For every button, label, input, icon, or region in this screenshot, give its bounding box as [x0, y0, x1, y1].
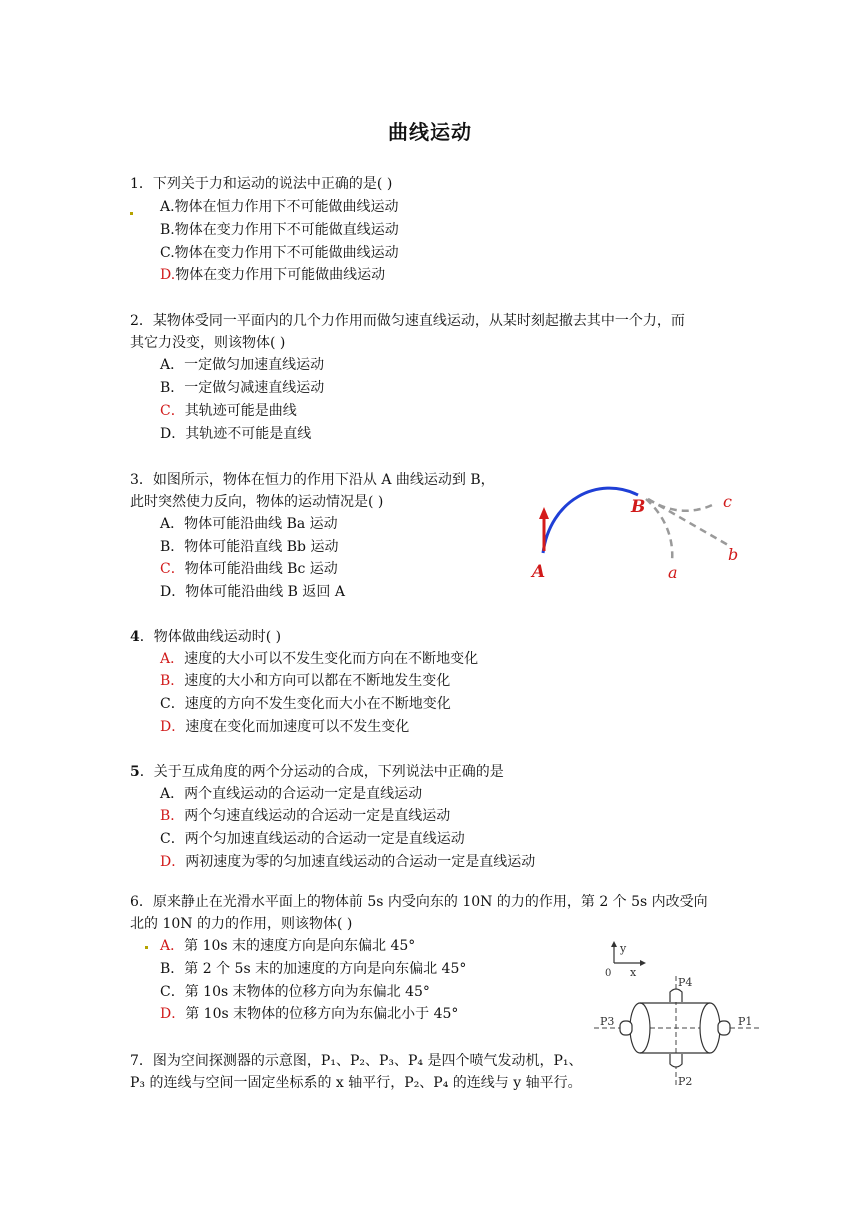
option-text: 物体可能沿曲线 B 返回 A — [185, 584, 345, 600]
option-text: 其轨迹不可能是直线 — [185, 426, 312, 442]
x-arrowhead — [640, 960, 646, 966]
q1-option-c — [160, 243, 399, 263]
option-text: 物体在变力作用下可能做曲线运动 — [175, 267, 386, 283]
q4-stem — [130, 627, 281, 647]
option-label: A． — [160, 938, 185, 954]
page-title: 曲线运动 — [388, 120, 472, 144]
option-label: A． — [160, 516, 185, 532]
option-label: A. — [160, 199, 175, 215]
q4-option-b — [160, 671, 450, 691]
option-text: 速度在变化而加速度可以不发生变化 — [185, 719, 410, 735]
probe-right-end — [700, 1003, 720, 1053]
origin-label: 0 — [605, 968, 612, 979]
option-label: C. — [160, 245, 175, 261]
option-text: 一定做匀加速直线运动 — [184, 357, 325, 373]
q5-stem — [130, 762, 504, 782]
option-label: D． — [160, 1006, 186, 1022]
option-text: 物体在变力作用下不可能做直线运动 — [174, 222, 399, 238]
option-text: 物体可能沿直线 Bb 运动 — [184, 539, 339, 555]
thruster-p4 — [670, 989, 682, 1002]
option-text: 物体在变力作用下不可能做曲线运动 — [174, 245, 399, 261]
option-text: 速度的大小可以不发生变化而方向在不断地变化 — [184, 651, 479, 667]
q1-option-d — [160, 265, 385, 285]
probe-left-end — [630, 1003, 650, 1053]
question-text: ．物体做曲线运动时( ) — [139, 629, 282, 645]
option-text: 物体在恒力作用下不可能做曲线运动 — [174, 199, 399, 215]
q4-option-c — [160, 694, 451, 714]
option-text: 速度的大小和方向可以都在不断地发生变化 — [184, 673, 451, 689]
q5-option-a — [160, 784, 422, 804]
q1-option-a — [160, 197, 399, 217]
option-text: 两个匀加速直线运动的合运动一定是直线运动 — [184, 831, 465, 847]
q1-stem: 1．下列关于力和运动的说法中正确的是( ) — [130, 176, 393, 192]
trajectory-curve — [543, 488, 638, 553]
q6-stem-line2: 北的 10N 的力的作用，则该物体( ) — [130, 916, 353, 932]
q2-option-c — [160, 401, 297, 421]
option-label: B． — [160, 673, 185, 689]
option-label: A． — [160, 786, 185, 802]
q5-option-b — [160, 806, 450, 826]
option-text: 两个匀速直线运动的合运动一定是直线运动 — [184, 808, 451, 824]
q7-probe-figure — [590, 940, 765, 1090]
thruster-p1 — [718, 1021, 730, 1035]
q3-option-d — [160, 582, 345, 602]
arrowhead — [539, 507, 549, 519]
option-label: A． — [160, 651, 185, 667]
option-label: C． — [160, 831, 185, 847]
path-bc — [648, 499, 716, 511]
question-text: ．关于互成角度的两个分运动的合成，下列说法中正确的是 — [139, 764, 504, 780]
marker-dot — [130, 212, 133, 215]
y-label: y — [620, 942, 627, 955]
thruster-p3 — [620, 1021, 632, 1035]
option-label: C． — [160, 984, 185, 1000]
option-text: 两初速度为零的匀加速直线运动的合运动一定是直线运动 — [185, 854, 536, 870]
option-label: A． — [160, 357, 185, 373]
option-label: B． — [160, 808, 185, 824]
q3-option-a — [160, 514, 338, 534]
label-p1: P1 — [738, 1015, 753, 1028]
option-label: B． — [160, 380, 185, 396]
option-text: 物体可能沿曲线 Ba 运动 — [184, 516, 338, 532]
option-label: B． — [160, 961, 185, 977]
label-a-curve: a — [668, 563, 678, 582]
x-label: x — [630, 966, 637, 979]
q6-option-c — [160, 982, 430, 1002]
q2-option-b — [160, 378, 324, 398]
q2-option-a — [160, 355, 324, 375]
option-label: C． — [160, 696, 185, 712]
y-arrowhead — [611, 941, 617, 947]
label-a-point: A — [532, 562, 546, 582]
option-label: C． — [160, 403, 185, 419]
option-text: 速度的方向不发生变化而大小在不断地变化 — [184, 696, 451, 712]
q7-stem-line1: 7．图为空间探测器的示意图，P₁、P₂、P₃、P₄ 是四个喷气发动机，P₁、 — [130, 1053, 583, 1069]
label-c-curve: c — [723, 492, 732, 511]
q3-option-c — [160, 559, 338, 579]
q6-option-b — [160, 959, 466, 979]
label-b-point: B — [631, 497, 646, 517]
q7-stem-line2: P₃ 的连线与空间一固定坐标系的 x 轴平行，P₂、P₄ 的连线与 y 轴平行。 — [130, 1075, 582, 1091]
question-number: 5 — [130, 764, 140, 780]
option-text: 第 10s 末物体的位移方向为东偏北 45° — [184, 984, 430, 1000]
option-label: B. — [160, 222, 175, 238]
q4-option-a — [160, 649, 478, 669]
option-text: 物体可能沿曲线 Bc 运动 — [184, 561, 338, 577]
option-label: D． — [160, 426, 186, 442]
q1-option-b — [160, 220, 399, 240]
option-label: D． — [160, 719, 186, 735]
path-ba — [646, 499, 672, 561]
option-label: D. — [160, 267, 176, 283]
label-p4: P4 — [678, 976, 693, 989]
q3-trajectory-figure — [528, 455, 758, 585]
option-text: 两个直线运动的合运动一定是直线运动 — [184, 786, 423, 802]
q6-stem-line1: 6．原来静止在光滑水平面上的物体前 5s 内受向东的 10N 的力的作用，第 2 个 5s 内改受向 — [130, 894, 708, 910]
q6-option-a — [160, 936, 415, 956]
label-p3: P3 — [600, 1015, 615, 1028]
q3-stem-line1: 3．如图所示，物体在恒力的作用下沿从 A 曲线运动到 B， — [130, 472, 495, 488]
question-number: 4 — [130, 629, 140, 645]
q2-stem-line2: 其它力没变，则该物体( ) — [130, 335, 286, 351]
option-text: 第 10s 末物体的位移方向为东偏北小于 45° — [185, 1006, 459, 1022]
thruster-p2 — [670, 1054, 682, 1067]
q6-option-d — [160, 1004, 458, 1024]
option-text: 第 2 个 5s 末的加速度的方向是向东偏北 45° — [184, 961, 467, 977]
option-text: 第 10s 末的速度方向是向东偏北 45° — [184, 938, 416, 954]
q4-option-d — [160, 717, 409, 737]
q5-option-c — [160, 829, 465, 849]
label-b-line: b — [728, 545, 739, 564]
option-label: D． — [160, 584, 186, 600]
option-label: B． — [160, 539, 185, 555]
q3-stem-line2: 此时突然使力反向，物体的运动情况是( ) — [130, 494, 384, 510]
option-label: D． — [160, 854, 186, 870]
q2-option-d — [160, 424, 311, 444]
option-label: C． — [160, 561, 185, 577]
option-text: 一定做匀减速直线运动 — [184, 380, 325, 396]
q2-stem-line1: 2．某物体受同一平面内的几个力作用而做匀速直线运动，从某时刻起撤去其中一个力，而 — [130, 313, 685, 329]
q3-option-b — [160, 537, 338, 557]
marker-dot — [145, 946, 148, 949]
option-text: 其轨迹可能是曲线 — [184, 403, 297, 419]
label-p2: P2 — [678, 1075, 693, 1088]
q5-option-d — [160, 852, 535, 872]
